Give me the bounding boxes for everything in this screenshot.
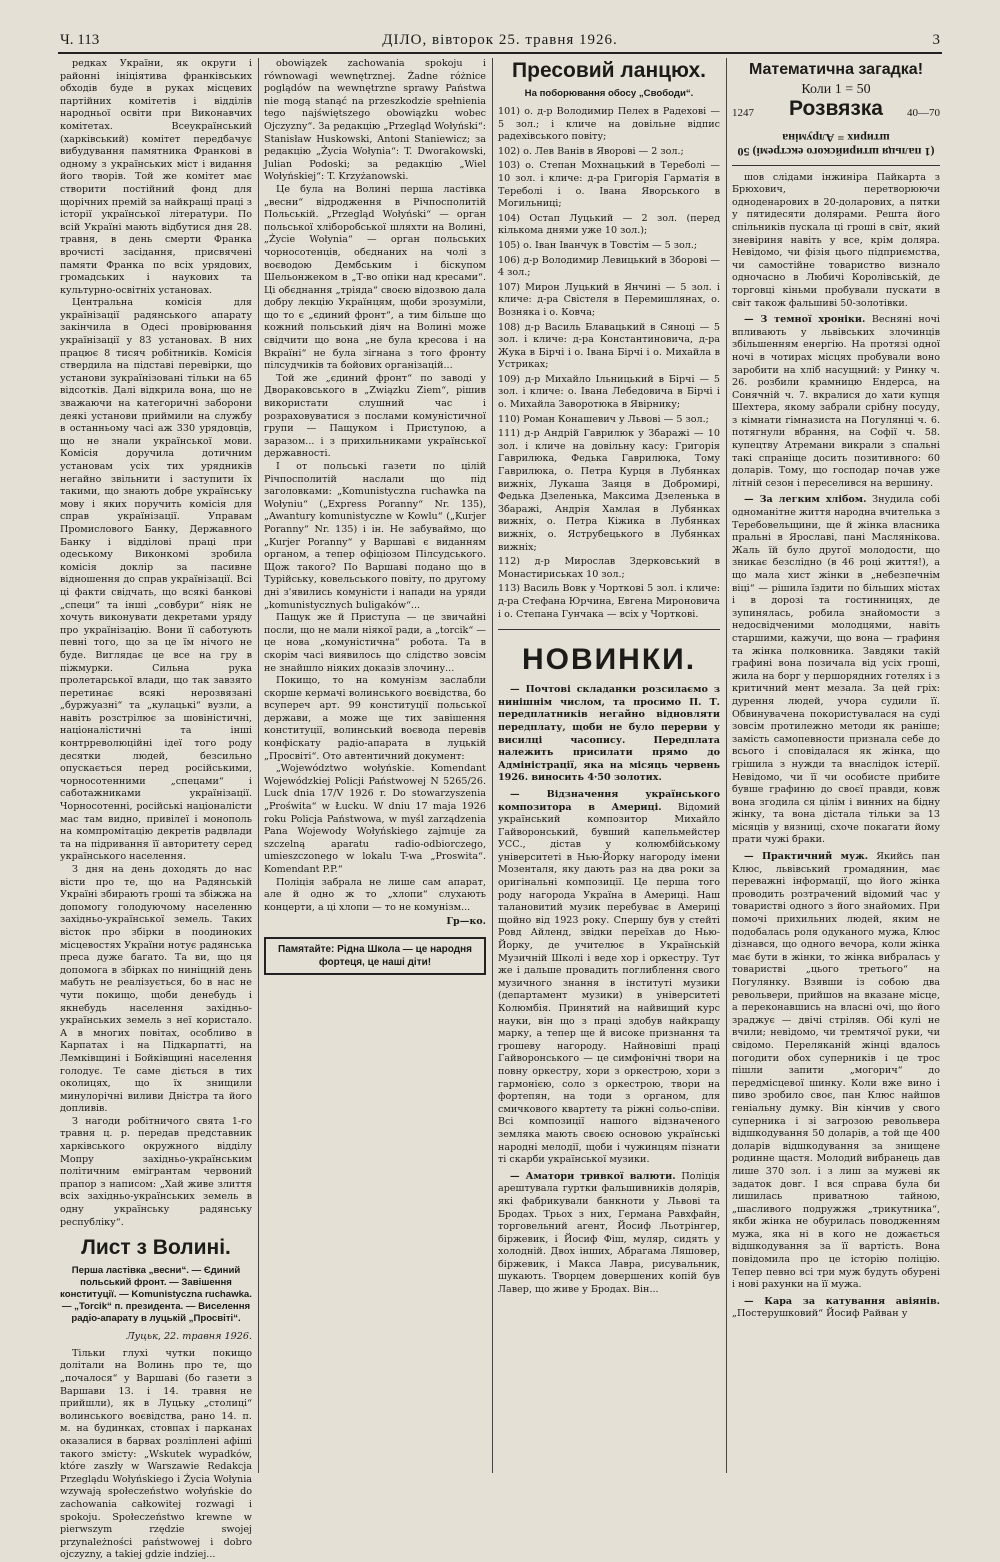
news-text: Весняні ночі впливають у львівських злочинців збільшенням енергію. На протязі одної ночі в чотирах місцях пробували воно заробити на хліб насущний: у Ринку ч. 26. розбили крамницю Ендерса, на Сонячній ч. 7. вкралися до хати купця Шехтера, якому забрали срібну посуду, з кімнати гімназиста на Погулянці ч. 6. потягнули вбрання, на Софії ч. 58. купецтву Атремани викрали з спальні такі спраніще досить позитивного: 60 доларів. Тому, що господар почав уже літній сезон і переселився на вершину.	[732, 314, 940, 489]
list-item: 101) о. д-р Володимир Пелех в Радехові — 5 зол.; і кличе на довільне відпис радехівського повіту;	[498, 106, 720, 143]
col2-paragraph: obowiązek zachowania spokoju i równowagi wewnętrznej. Żadne różnice poglądów na wewnętrzne sprawy Państwa nie mogą stanąć na przeszkodzie spełnienia tego najświętszego obowiązku wobec Ojczyzny“. За редакцію „Przegląd Wołyński“: Stanisław Huskowski, Antoni Staniewicz; за редакцію „Życia Wołynia“: T. Dworakowski, Julian Podoski; за редакцію „Wiel Wołyńskiej“: T. Krzyżanowski.	[264, 58, 486, 183]
list-item: 103) о. Степан Мохнацький в Тереболі — 10 зол. і кличе: д-ра Григорія Гарматія в Тереболі і о. Івана Яворського в Могильниці;	[498, 160, 720, 210]
news-title: — За легким хлібом.	[744, 494, 867, 506]
col2-paragraph: Покищо, то на комунізм заслабли скорше кермачі волинського воєвідства, бо всупереч арт. 99 конституції польської держави, а може ще тих завішення конституції, волинський воєвода перевів конфіскату радіо-апарата в луцькій „Просвіті“. Ото автентичний документ:	[264, 675, 486, 762]
col4-paragraph: шов слідами інжиніра Пайкарта з Брюхович, перетворюючи одноденарових в 20-доларових, а пятки у пятидесяти долярами. Решта його спільників пускала ці гроші в світ, який зневіриня навіть у все, крім доляра. Невідомо, чи фізія цього підприємства, чи самостійне товариство визнало одночасно в Любичі Королівській, де торговці кіньми пробували пускати в світ також фальшиві 50-золотівки.	[732, 171, 940, 309]
col2-paragraph: Той же „єдиний фронт“ по заводі у Двораковського в „Związku Ziem“, рішив використати слушний час і розраховуватися з послами комуністичної групи — Пащуком і Приступою, а заразом... і з прихильниками української державності.	[264, 372, 486, 460]
list-item: 107) Мирон Луцький в Янчині — 5 зол. і кличе: д-ра Свістеля в Перемишлянах, о. Возняка і о. Ковча;	[498, 281, 720, 318]
upside-down-answer: (1 пальця штирийского екстремі) 50 штирих = Алруміна	[737, 130, 935, 159]
subscription-notice: — Почтові складанки розсилаємо з нинішнім числом, та просимо П. Т. передплатників негайно відновляти передплату, щоби не було перерви у висилці часопису. Передплата належить присилати прямо до Адміністрації, яка на місяць червень 1926. виносить 4·50 золотих.	[498, 684, 720, 784]
column-separator	[726, 58, 727, 1473]
puzzle-left-number: 1247	[732, 106, 754, 119]
col2-paragraph: „Województwo wołyńskie. Komendant Wojewódzkiej Policji Państwowej N 5265/26. Luck dnia 17/V 1926 r. Do stowarzyszenia „Proświta“ w Łucku. W dniu 17 maja 1926 roku Policja Państwowa, w myśl zarządzenia Pana Wojewody Wołyńskiego zajmuje za szczelną aparatu radio-odbiorczego, umieszczonego w lokalu T-wa „Proswita“. Komendant P.P.“	[264, 763, 486, 875]
col1-paragraph: редках України, як округи і районні ініціятива франківських обходів буде в руках місцевих партійних комітетів і відділів народньої освіти при Виконавчих комітетах. Всеукраїнський (харківський) комітет передбачує вибудування памятника Франкові в одному з українських міст і видання його творів. Той же комітет має створити постійний фонд для щорічних премій за найкращі праці з історії української літератури. По всій Україні мають відбутися дня 28. травня, в день смерти Франка врочисті засідання, присвячені памяти Франка по всіх урядових, громадських і наукових та культурно-освітніх установах.	[60, 58, 252, 296]
author-signature: Гр—ко.	[446, 916, 486, 928]
section-subheading: На поборювання обосу „Свободи“.	[524, 88, 694, 99]
divider	[498, 629, 720, 630]
list-item: 104) Остап Луцький — 2 зол. (перед кількома днями уже 10 зол.);	[498, 212, 720, 237]
col1-paragraph: З нагоди робітничого свята 1-го травня ц. р. передав представник харківського окружного відділу Мопру західньо-українським політичним емігрантам червоний прапор з написом: „Хай живе злиття всіх західньо-українських земель в одну українську радянську республіку“.	[60, 1115, 252, 1228]
news-title: — З темної хроніки.	[744, 314, 866, 326]
masthead: ДІЛО, вівторок 25. травня 1926.	[382, 32, 618, 48]
solution-heading: Розвязка	[789, 96, 883, 120]
page-number: 3	[932, 32, 940, 48]
list-item: 102) о. Лев Ванів в Яворові — 2 зол.;	[498, 145, 684, 157]
list-item: 112) д-р Мирослав Здерковський в Монастириськах 10 зол.;	[498, 556, 720, 580]
list-item: 109) д-р Михайло Ільницький в Бірчі — 5 зол. і кличе: о. Івана Лебедовича в Бірчі і о. Михайла Заворотюка в Явірнику;	[498, 373, 720, 411]
page-header	[60, 30, 940, 50]
list-item: 108) д-р Василь Блавацький в Сяноці — 5 зол. і кличе: д-ра Константиновича, д-ра Жука в Бірчі і о. Івана Бірчі і о. Михайла в Устриках;	[498, 321, 720, 371]
section-heading-math-puzzle: Математична загадка!	[748, 61, 924, 78]
puzzle-right-number: 40—70	[907, 106, 940, 119]
dateline: Луцьк, 22. травня 1926.	[126, 1331, 252, 1343]
issue-number: Ч. 113	[60, 32, 100, 48]
column-2	[264, 58, 486, 1473]
list-item: 113) Василь Вовк у Чорткові 5 зол. і кличе: д-ра Стефана Юрчина, Евгена Мироновича і о. Степана Гунчака — всіх у Чорткові.	[498, 583, 720, 620]
news-text: Поліція арештувала гуртки фальшивників долярів, які фабрикували банкноти у Львові та Бродах. Трьох з них, Германа Равхфайн, торговельний агент, Йосиф Льотрінгер, біржевик, і Йосиф Фіш, муляр, сидять у холодній. Двох інших, Абрагама Ляшовер, біржевик, і Макса Лавра, рисувальник, шукають. Творцем довершених копій був Лавер, що живе у Бродах. Він...	[498, 1170, 720, 1296]
list-item: 105) о. Іван Іванчук в Товстім — 5 зол.;	[498, 239, 698, 251]
column-4	[732, 58, 940, 1473]
list-item: 110) Роман Конашевич у Львові — 5 зол.;	[498, 413, 709, 425]
news-text: Відомий український композитор Михайло Гайворонський, бувший капельмейстер УСС., дістав у колюмбійському університеті в Нью-Йорку нагороду імени Мозенталя, яку дають раз на два роки за оригінальні композиції. Це перша того роду нагорода Україна в Америці. Наш талановитий музик перебуває в Америці щойно від 1923 року. Спершу був у стейті Ровд Айленд, звідки переїхав до Нью-Йорку, де учителює в Українській Музичній Школі і веде хор і оркестру. Тут же і дальше провадить поглиблення свого музичного знання в інституті музики (департамент музики) в університеті Колюмбія. Принятий на найвищий курс науки, він що з праці здобув найкращу марку, а тепер ще й високе признання та грошеву нагороду. Найновіші праці Гайворонського — це симфонічні твори на повну оркестру, хори з оркестрою, хори з гармонією, соло з оркестрою, твори на фортепян, на тоди з органом, для смичкового квартету та ріжні сольо-співи. Всі композиції нашого відзначеного земляка мають своєю основою українські народні мелодії, щоби і чужинцям пізнати ті скарби української музики.	[498, 801, 720, 1166]
col1-paragraph: Тільки глухі чутки покищо долітали на Волинь про те, що „почалося“ у Варшаві (бо газети з Варшави 13. і 14. травня не прийшли), як в Луцьку „столиці“ волинського воєвідства, рано 14. п. м. на будинках, стовпах і парканах оказалися в барвах розліплені афіші такого змісту: „Wskutek wypadków, które zaszły w Warszawie Redakcja Przeglądu Wołyńskiego i Życia Wołynia wzywają społeczeństwo wołyńskie do zachowania całkowitej rozwagi i spokoju. Społeczeństwo krewne w pierwszym rzędzie swojej przynależności państwowej i dobro ojczyzny, a takiej gdzie indziej...	[60, 1347, 252, 1561]
section-heading-news: НОВИНКИ.	[521, 643, 697, 677]
col2-paragraph: Поліція забрала не лише сам апарат, але й одно ж то „хлопи“ слухають концерти, а ці хлопи — то не комунізм...	[264, 876, 486, 913]
col1-paragraph: З дня на день доходять до нас вісти про те, що на Радянській Україні збирають гроші та збіжжа на допомогу голодуючому населенню західньо-української земель. Таких вісток про збірки в поодиноких місцевостях України нотує радянська преса дуже багато. Та ви, що ця допомога в збірках по ниніщній день мабуть не реалізується, бо в нас не чути покищо, щоби денебудь і якнебудь населення західньо-українських земель з неї користало. А в многих повітах, особливо в Карпатах і на Підкарпатті, на Лемківщині і Бойківщині населення голодує. Те саме діється в тих околицях, що їх знищили минулорічні виливи Дністра та його допливів.	[60, 864, 252, 1115]
news-title: — Відзначення українського композитора в Америці.	[498, 788, 720, 813]
puzzle-solution-row	[732, 96, 940, 125]
math-puzzle	[732, 84, 940, 159]
divider	[732, 165, 940, 166]
column-1	[60, 58, 252, 1561]
puzzle-equation: Коли 1 = 50	[801, 82, 871, 97]
article-subheading: Перша ластівка „весни“. — Єдиний польський фронт. — Завішення конституції. — Komunistyczna ruchawka. — „Torcik“ п. президента. — Виселення радіо-апарату в луцькій „Просвіті“.	[60, 1265, 252, 1325]
list-item: 106) д-р Володимир Левицький в Зборові — 4 зол.;	[498, 254, 720, 279]
news-title: — Кара за катування авіянів.	[744, 1295, 940, 1307]
header-rule	[58, 52, 942, 54]
col2-paragraph: Це була на Волині перша ластівка „весни“ відродження в Річпосполитій Польській. „Przegląd Wołyński“ — орган польської хліборобської шляхти на Волині, „Życie Wołynia“ — орган польських чорносотенців, обєднаних на чолі з воєводою Дембським і біскупом Шельонжеком в „Т-во опіки над кресами“. Ці обєднання „тріяда“ своєю відозвою дала добру лекцію Українцям, щоби зрозуміли, що то є „єдиний фронт“, а тим більше що кожний польський діяч на Волині може свідчити що вона „не була кресова і на Вкраїні“ не була зігнана з того фронту пілсудчиків та бойових організацій...	[264, 183, 486, 372]
news-text: Знудила собі одноманітне життя народна вчителька з Теребовельщини, ще й жінка власника пральні в Ярославі, пані Масляніковa. Жаль їй було другої молодости, що зникає безслідно (в 46 році життя!), а що мала хист жінки в „небезпечнім віці“ — рішила їздити по більших містах і в дорозі та гостинницях, де зупинялась, робила знайомости з недосвідченими молодцями, навіть старшими, кажучи, що вона — графиня та жінка полковника. Завдяки такій графині вона позичала від усіх гроші, жила на борг у першорядних готелях і з критичний мент мезала. За цей гріх: дурення людей, учора судили її. Обвинувачена покористувалася на суді зовсім протилежно методи як раніше; замість самопевности признала себе до всього і сповідалася як жінка, що грішила з нужди та внаслідок істерії. Невідомо, чи її чи особисте прибите бувше графиню до своєї правди, ковж вона згодила ся цілім і винних на бідну жінку, та вона дістала тільки за 13 місяців у вязниці, схоче покагати йому прати чужі браки.	[732, 494, 940, 846]
col1-paragraph: Центральна комісія для українізації радянського апарату закінчила в Одесі провірювання українізації у 83 установах. В них працює 8 тисяч робітників. Комісія ствердила на підставі перевірки, що установи зукраїнізовані тільки на 65 відсотків. Далі відкрила вона, що не зважаючи на категоричні заборони деякі установи приймили на службу в останньому часі аж 330 урядовців, що не знали української мови. Комісія доручила дотичним установам усіх тих урядників негайно звільнити і заступити їх такими, що знають добре українську мову і яких поручить комісія для справ українізації. Управам Промислового Банку, Державного Банку і відділові праці при одеському Виконкомі зробила комісія доклір за пасивне відношення до справ українізації. Всі ці факти свідчать, що всякі банкові „специ“ та інші „совбури“ ніяк не хочуть виконувати декретами уряду про українізацію. Вони її саботують певні того, що за це їм нічого не буде. Виглядає це все на гру в піжмурки. Сильна рука пролетарської влади, що так завзято перетинає всякі нерозвязані „буржуазні“ та „кулацькі“ вузли, а навіть розстрілює за шовіністичні, націоналістичні та інші контрреволюційні ідеї того роду десятки людей, безсильно опускається перед російськими, чорносотенними „спецами“ і саботажниками українізації. Чорносотенні, російські націоналісти мас там видно, привілеї і монополь на компромітацію декретів радвлади та на підривання її авторитету серед українського населення.	[60, 297, 252, 863]
col2-paragraph: Пащук же й Приступа — це звичайні посли, що не мали ніякої ради, а „torcik“ — це нова „комуністична“ робота. Та в скорім часі виявилось що слідство зовсім не знайшло ніяких доказів злочину...	[264, 612, 486, 674]
col2-paragraph: І от польські газети по цілій Річпосполитій наслали що під заголовками: „Komunistyczna ruchawka na Wołyniu“ („Express Poranny“ Nr. 135), „Awantury komunistyczne w Kowlu“ („Kurjer Poranny“ Nr. 135) і ін. Не забуваймо, що „Kurjer Poranny“ у Варшаві є виданням органом, а тепер офіціозом Пілсудського. Щож такого? По Варшаві подано що в Турійську, ковельського повіту, по другому дні з'явились комуністи і напади на уряди „komunistycznych buligaków“...	[264, 461, 486, 611]
donor-list	[498, 106, 720, 621]
column-separator	[492, 58, 493, 1473]
news-title: — Практичний муж.	[744, 851, 869, 863]
boxed-notice: Памятайте: Рідна Школа — це народня фортеця, це наші діти!	[264, 937, 486, 975]
article-heading: Лист з Волині.	[81, 1236, 231, 1260]
section-heading-press-chain: Пресовий ланцюх.	[512, 59, 706, 82]
column-3	[498, 58, 720, 1473]
list-item: 111) д-р Андрій Гаврилюк у Збаражі — 10 зол. і кличе на довільну касу: Григорія Гаврилюка, Федька Гаврилюка, Тому Гаврилюка, о. Петра Курця в Лубянках вижніх, Лукаша Заяця в Добромирі, Федька Дзеленька, Максима Дзеленька в Збаражі, Андрія Хамлая в Лубянках вижніх, о. Петра Кіжика в Лубянках вижніх, о. Яструбецького в Лубянках вижніх;	[498, 428, 720, 553]
news-text: „Постерушковий“ Йосиф Райван у	[732, 1308, 908, 1320]
column-separator	[258, 58, 259, 1473]
news-title: — Аматори тривкої валюти.	[510, 1170, 676, 1182]
news-text: Якийсь пан Клюс, львівський громадянин, має переважні інформації, що його жінка проводить розтрачений відомий час у товаристві одного з його знайомих. При помочі прихильних людей, яким не подобалась роля одуканого мужа, Клюс дізнався, що одного вечора, коли жінка має бути в жінки, то жінка вибралась у товаристві „цього третього“ на Погулянку. Взявши із собою два револьвери, прийшов на вказане місце, а переконавшись на власні очі, що його зраджує — двічі стріляв. Обі кулі не вчили; невідомо, чи тремтячої руки, чи свідомо. Переляканій жінці вдалось погодити обох суперників і це трос пішли запити „могорич“ до передмісцевої шинку. Коли вже вино і пиво зробило своє, пан Клюс найшов геніальну думку. Він кінчив у свого суперника і зі загрозою револьвера відшкодування 50 доларів, а той ще 400 доларів відшкодування за знищене родинне щастя. Молодий вибранець дав лише 370 зол. і з лиш за мужеві як задаток довг. І вся справа була би лишилась приватною тайною, „шасливого подружжя „трикутника“, якби жінка не обурилась поводженням мужа, яка ні в кого не дожається відшкодування за її вартість. Вона повідомила про це історію поліцію. Тепер певно всі три муж будуть обурені і нові рахунки на її мужа.	[732, 851, 940, 1291]
